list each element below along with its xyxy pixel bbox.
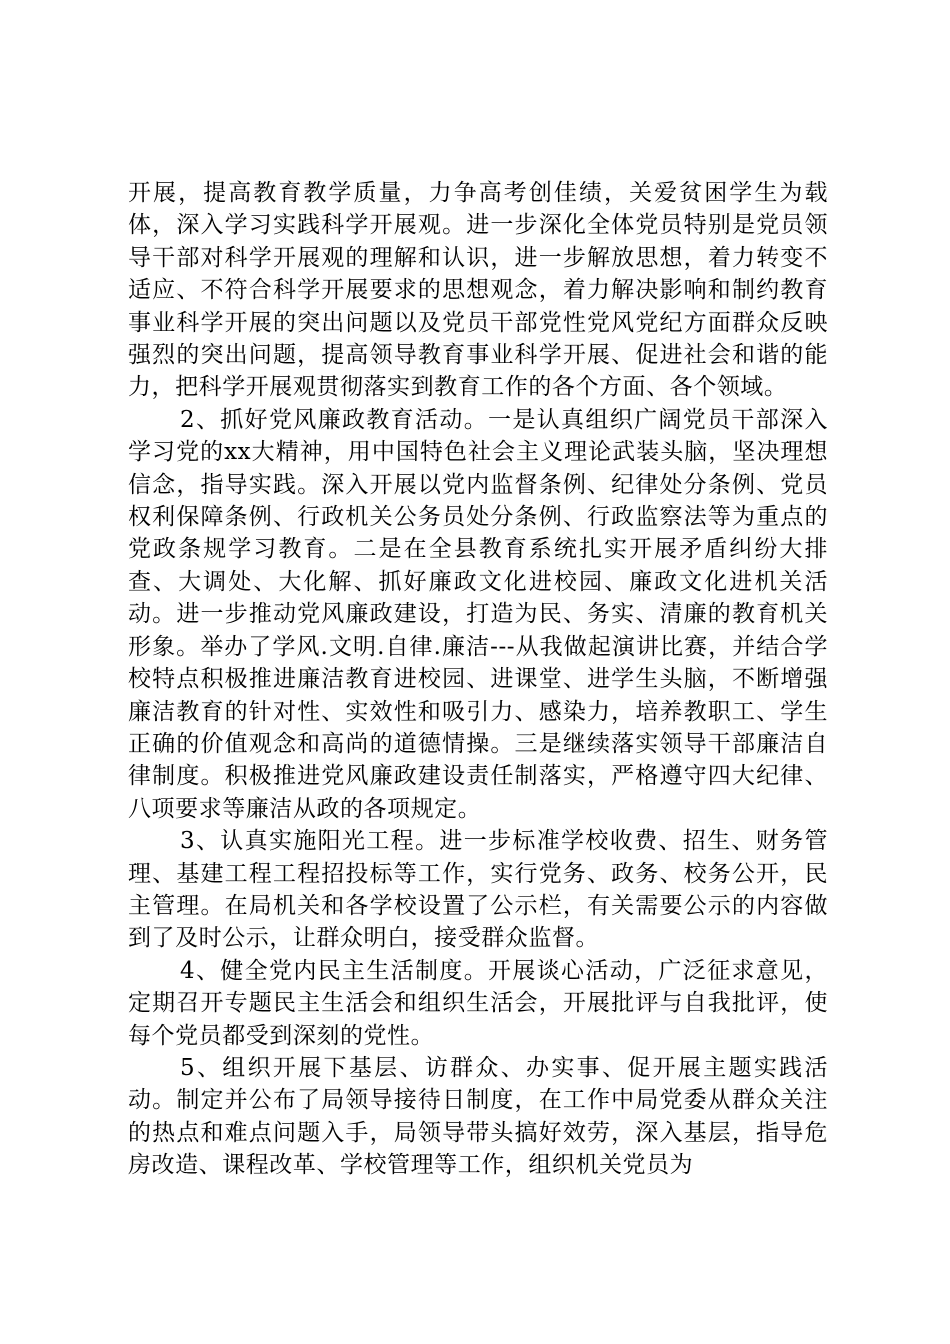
paragraph-2: 2、抓好党风廉政教育活动。一是认真组织广阔党员干部深入学习党的xx大精神，用中国特色社会主义理论武装头脑，坚决理想信念，指导实践。深入开展以党内监督条例、纪律处分条例、党员权利保障条例、行政机关公务员处分条例、行政监察法等为重点的党政条规学习教育。二是在全县教育系统扎实开展矛盾纠纷大排查、大调处、大化解、抓好廉政文化进校园、廉政文化进机关活动。进一步推动党风廉政建设，打造为民、务实、清廉的教育机关形象。举办了学风.文明.自律.廉洁---从我做起演讲比赛，并结合学校特点积极推进廉洁教育进校园、进课堂、进学生头脑，不断增强廉洁教育的针对性、实效性和吸引力、感染力，培养教职工、学生正确的价值观念和高尚的道德情操。三是继续落实领导干部廉洁自律制度。积极推进党风廉政建设责任制落实，严格遵守四大纪律、八项要求等廉洁从政的各项规定。 [128,406,828,822]
document-body [128,177,828,1182]
paragraph-4: 4、健全党内民主生活制度。开展谈心活动，广泛征求意见，定期召开专题民主生活会和组织生活会，开展批评与自我批评，使每个党员都受到深刻的党性。 [128,957,828,1049]
paragraph-3: 3、认真实施阳光工程。进一步标准学校收费、招生、财务管理、基建工程工程招投标等工作，实行党务、政务、校务公开，民主管理。在局机关和各学校设置了公示栏，有关需要公示的内容做到了及时公示，让群众明白，接受群众监督。 [128,828,828,952]
paragraph-1: 开展，提高教育教学质量，力争高考创佳绩，关爱贫困学生为载体，深入学习实践科学开展观。进一步深化全体党员特别是党员领导干部对科学开展观的理解和认识，进一步解放思想，着力转变不适应、不符合科学开展要求的思想观念，着力解决影响和制约教育事业科学开展的突出问题以及党员干部党性党风党纪方面群众反映强烈的突出问题，提高领导教育事业科学开展、促进社会和谐的能力，把科学开展观贯彻落实到教育工作的各个方面、各个领域。 [128,180,828,401]
paragraph-5: 5、组织开展下基层、访群众、办实事、促开展主题实践活动。制定并公布了局领导接待日制度，在工作中局党委从群众关注的热点和难点问题入手，局领导带头搞好效劳，深入基层，指导危房改造、课程改革、学校管理等工作，组织机关党员为 [128,1054,828,1179]
